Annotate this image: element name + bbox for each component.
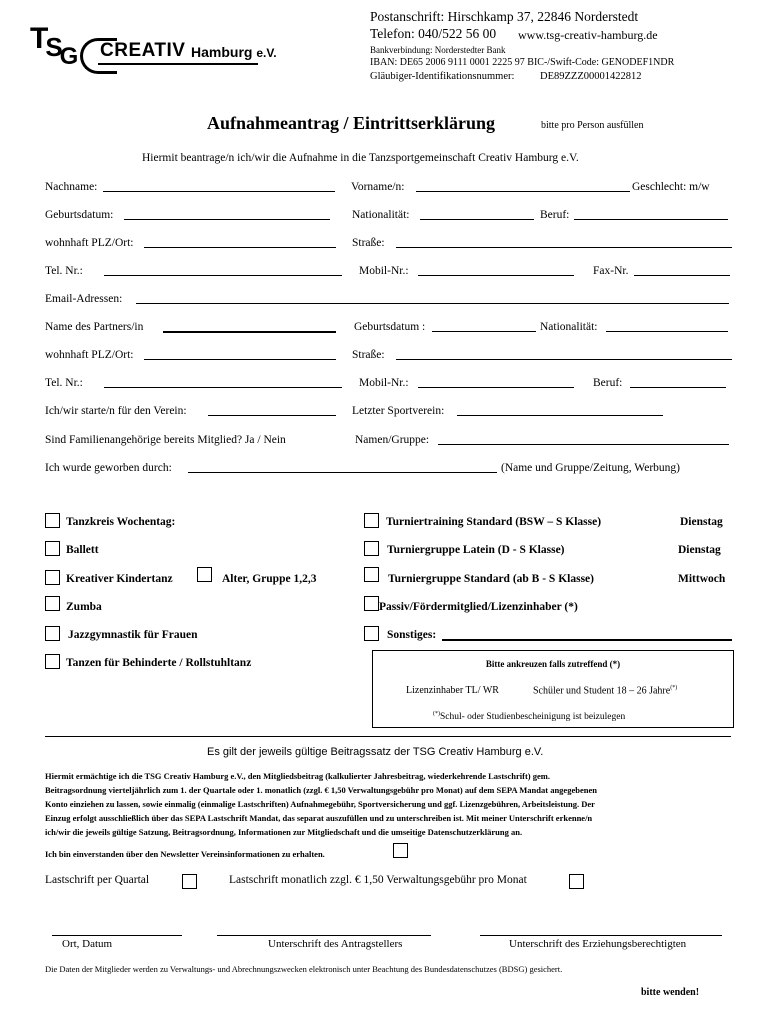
mandate-line: Beitragsordnung vierteljährlich zum 1. der Quartale oder 1. monatlich (zzgl. € 1,50 Verwaltungsgebühr pro Monat) auf dem SEPA Mandat angegebenen <box>45 785 597 795</box>
signature-line-erzieher[interactable] <box>480 935 722 936</box>
label-partner-tel: Tel. Nr.: <box>45 377 83 389</box>
field-partner-strasse[interactable] <box>396 349 732 360</box>
field-tel[interactable] <box>104 265 342 276</box>
label-nachname: Nachname: <box>45 181 98 193</box>
label-partner-wohnhaft: wohnhaft PLZ/Ort: <box>45 349 134 361</box>
checkbox-zumba[interactable] <box>45 596 60 611</box>
label-tel: Tel. Nr.: <box>45 265 83 277</box>
option-alter-gruppe: Alter, Gruppe 1,2,3 <box>222 573 317 585</box>
label-partner-beruf: Beruf: <box>593 377 623 389</box>
logo-underline <box>98 63 258 65</box>
label-familie: Sind Familienangehörige bereits Mitglied? Ja / Nein <box>45 434 286 446</box>
option-kindertanz: Kreativer Kindertanz <box>66 573 173 585</box>
option-standard: Turniergruppe Standard (ab B - S Klasse) <box>388 573 594 585</box>
logo-tsg-text: $TS_G$ <box>30 22 76 70</box>
checkbox-newsletter[interactable] <box>393 843 408 858</box>
note-schueler: Schüler und Student 18 – 26 Jahre(*) <box>533 685 678 697</box>
label-namen-gruppe: Namen/Gruppe: <box>355 434 430 446</box>
mandate-line: ich/wir die jeweils gültige Satzung, Beitragsordnung, Informationen zur Mitgliedschaft und die umseitige Datenschutzerklärung an. <box>45 827 523 837</box>
field-wohnhaft[interactable] <box>144 237 336 248</box>
checkbox-lastschrift-quartal[interactable] <box>182 874 197 889</box>
logo-creativ: CREATIV <box>100 40 186 61</box>
note-lizenz: Lizenzinhaber TL/ WR <box>406 685 499 696</box>
day-latein: Dienstag <box>678 544 721 556</box>
field-sonstiges[interactable] <box>442 629 732 641</box>
creditor-label: Gläubiger-Identifikationsnummer: <box>370 71 515 82</box>
field-partner-mobil[interactable] <box>418 377 574 388</box>
label-partner-geburtsdatum: Geburtsdatum : <box>354 321 426 333</box>
option-sonstiges: Sonstiges: <box>387 629 437 641</box>
label-strasse: Straße: <box>352 237 385 249</box>
checkbox-passiv[interactable] <box>364 596 379 611</box>
label-lastschrift-quartal: Lastschrift per Quartal <box>45 874 150 886</box>
field-letzter-verein[interactable] <box>457 405 663 416</box>
field-verein[interactable] <box>208 405 336 416</box>
option-ballett: Ballett <box>66 544 99 556</box>
field-vorname[interactable] <box>416 181 630 192</box>
field-partner-nationalitaet[interactable] <box>606 321 728 332</box>
day-standard: Mittwoch <box>678 573 726 585</box>
checkbox-behinderte[interactable] <box>45 654 60 669</box>
bitte-wenden: bitte wenden! <box>641 987 700 998</box>
signature-line-ort[interactable] <box>52 935 182 936</box>
mandate-line: Konto einziehen zu lassen, sowie einmalig (einmalige Lastschriften) Aufnahmegebühr, Sportversicherung und ggf. Lizenzgebühren, Arbeitsleistung. Der <box>45 799 595 809</box>
label-email: Email-Adressen: <box>45 293 123 305</box>
field-email[interactable] <box>136 293 729 304</box>
title-note: bitte pro Person ausfüllen <box>541 120 644 131</box>
label-lastschrift-monat: Lastschrift monatlich zzgl. € 1,50 Verwaltungsgebühr pro Monat <box>229 874 527 886</box>
checkbox-turniertraining[interactable] <box>364 513 379 528</box>
field-namen-gruppe[interactable] <box>438 434 729 445</box>
postal-address: Postanschrift: Hirschkamp 37, 22846 Norderstedt <box>370 9 639 24</box>
label-geschlecht: Geschlecht: m/w <box>632 181 710 193</box>
checkbox-kindertanz[interactable] <box>45 570 60 585</box>
field-nationalitaet[interactable] <box>420 209 534 220</box>
iban-info: IBAN: DE65 2006 9111 0001 2225 97 BIC-/Swift-Code: GENODEF1NDR <box>370 57 675 68</box>
option-jazzgymnastik: Jazzgymnastik für Frauen <box>68 629 198 641</box>
field-geworben[interactable] <box>188 462 497 473</box>
field-partner-geburtsdatum[interactable] <box>432 321 536 332</box>
label-partner-mobil: Mobil-Nr.: <box>359 377 409 389</box>
day-turniertraining: Dienstag <box>680 516 723 528</box>
label-partner: Name des Partners/in <box>45 321 144 333</box>
note-beleg: (*)Schul- oder Studienbescheinigung ist beizulegen <box>433 711 626 723</box>
signature-line-antragsteller[interactable] <box>217 935 431 936</box>
note-box <box>372 650 734 728</box>
logo-hamburg: Hamburg e.V. <box>191 44 277 60</box>
checkbox-sonstiges[interactable] <box>364 626 379 641</box>
website-link[interactable]: www.tsg-creativ-hamburg.de <box>518 28 658 42</box>
mandate-line: Einzug erfolgt ausschließlich über das SEPA Lastschrift Mandat, das separat auszufüllen und zu unterschreiben ist. Mit meiner Unterschrift erkenne/n <box>45 813 593 823</box>
field-strasse[interactable] <box>396 237 732 248</box>
label-geworben: Ich wurde geworben durch: <box>45 462 172 474</box>
field-mobil[interactable] <box>418 265 574 276</box>
label-verein: Ich/wir starte/n für den Verein: <box>45 405 187 417</box>
datenschutz-text: Die Daten der Mitglieder werden zu Verwaltungs- und Abrechnungszwecken elektronisch unter Beachtung des Bundesdatenschutzes (BDSG) gesichert. <box>45 964 563 974</box>
bank-info: Bankverbindung: Norderstedter Bank <box>370 45 506 55</box>
field-partner-beruf[interactable] <box>630 377 726 388</box>
label-unterschrift-erzieher: Unterschrift des Erziehungsberechtigten <box>509 938 687 950</box>
checkbox-tanzkreis[interactable] <box>45 513 60 528</box>
checkbox-lastschrift-monat[interactable] <box>569 874 584 889</box>
checkbox-latein[interactable] <box>364 541 379 556</box>
checkbox-standard[interactable] <box>364 567 379 582</box>
option-passiv: Passiv/Fördermitglied/Lizenzinhaber (*) <box>379 601 578 613</box>
label-ort-datum: Ort, Datum <box>62 938 113 950</box>
field-geburtsdatum[interactable] <box>124 209 330 220</box>
checkbox-jazzgymnastik[interactable] <box>45 626 60 641</box>
option-latein: Turniergruppe Latein (D - S Klasse) <box>387 544 565 556</box>
label-beruf: Beruf: <box>540 209 570 221</box>
beitrag-text: Es gilt der jeweils gültige Beitragssatz der TSG Creativ Hamburg e.V. <box>207 746 544 758</box>
field-partner-wohnhaft[interactable] <box>144 349 336 360</box>
option-tanzkreis: Tanzkreis Wochentag: <box>66 516 176 528</box>
phone-number: Telefon: 040/522 56 00 <box>370 26 497 41</box>
option-turniertraining: Turniertraining Standard (BSW – S Klasse) <box>386 516 602 528</box>
option-behinderte: Tanzen für Behinderte / Rollstuhltanz <box>66 657 252 669</box>
field-fax[interactable] <box>634 265 730 276</box>
option-zumba: Zumba <box>66 601 102 613</box>
label-wohnhaft: wohnhaft PLZ/Ort: <box>45 237 134 249</box>
checkbox-alter-gruppe[interactable] <box>197 567 212 582</box>
newsletter-text: Ich bin einverstanden über den Newsletter Vereinsinformationen zu erhalten. <box>45 849 325 859</box>
label-geburtsdatum: Geburtsdatum: <box>45 209 114 221</box>
label-nationalitaet: Nationalität: <box>352 209 410 221</box>
page-title: Aufnahmeantrag / Eintrittserklärung <box>207 113 495 133</box>
label-vorname: Vorname/n: <box>351 181 405 193</box>
note-box-title: Bitte ankreuzen falls zutreffend (*) <box>485 659 621 669</box>
label-mobil: Mobil-Nr.: <box>359 265 409 277</box>
field-partner[interactable] <box>163 321 336 333</box>
label-fax: Fax-Nr. <box>593 265 629 277</box>
label-unterschrift-antragsteller: Unterschrift des Antragstellers <box>268 938 403 950</box>
geworben-hint: (Name und Gruppe/Zeitung, Werbung) <box>501 462 680 474</box>
field-partner-tel[interactable] <box>104 377 342 388</box>
label-letzter-verein: Letzter Sportverein: <box>352 405 445 417</box>
label-partner-strasse: Straße: <box>352 349 385 361</box>
field-beruf[interactable] <box>574 209 728 220</box>
mandate-line: Hiermit ermächtige ich die TSG Creativ Hamburg e.V., den Mitgliedsbeitrag (kalkulierter Jahresbeitrag, wiederkehrende Lastschrift) gem. <box>45 771 550 781</box>
field-nachname[interactable] <box>103 181 335 192</box>
label-partner-nationalitaet: Nationalität: <box>540 321 598 333</box>
checkbox-ballett[interactable] <box>45 541 60 556</box>
creditor-id: DE89ZZZ00001422812 <box>540 71 642 82</box>
intro-text: Hiermit beantrage/n ich/wir die Aufnahme in die Tanzsportgemeinschaft Creativ Hamburg e.V. <box>142 152 579 164</box>
divider-line <box>45 736 731 737</box>
